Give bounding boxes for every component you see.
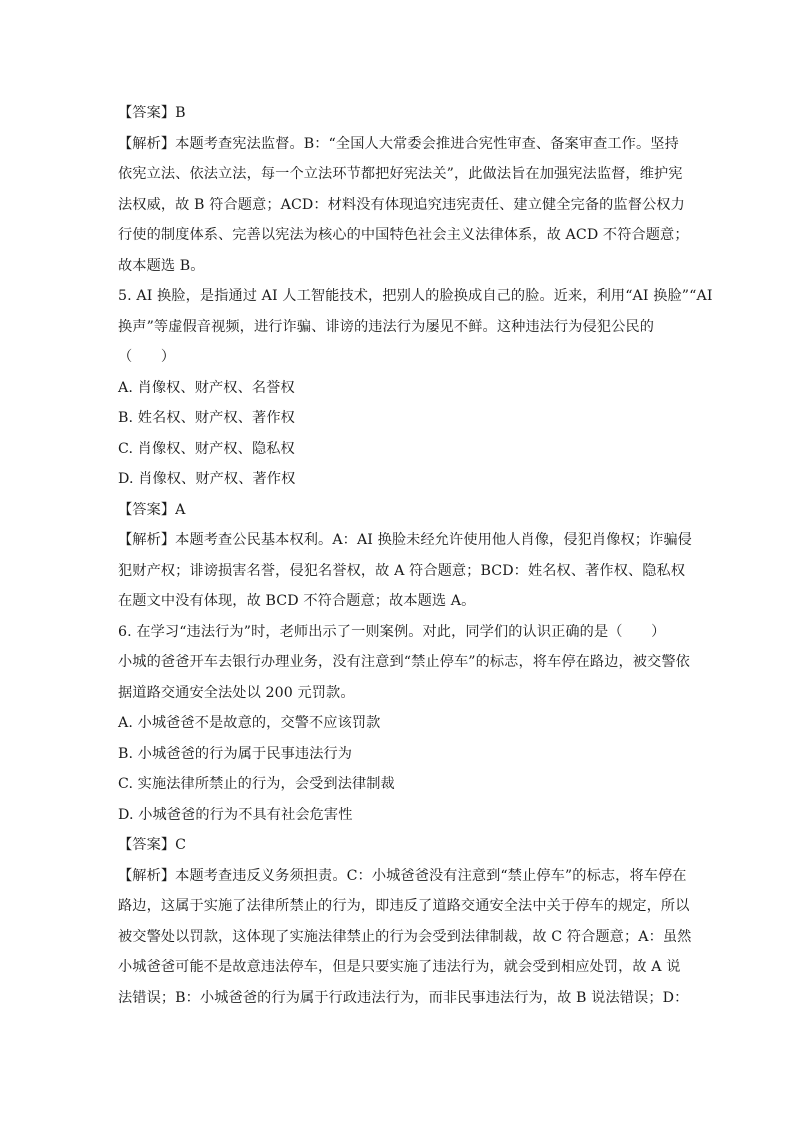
options-line: C. 肖像权、财产权、隐私权 [118,440,295,457]
analysis-line: 法权威，故 B 符合题意；ACD：材料没有体现追究违宪责任、建立健全完备的监督公权力 [118,196,685,213]
analysis-line: 依宪立法、依法立法，每一个立法环节都把好宪法关”，此做法旨在加强宪法监督，维护宪 [118,166,683,182]
options-line: D. 肖像权、财产权、著作权 [118,471,296,487]
options-block [118,708,686,830]
question-line: 换声”等虚假音视频，进行诈骗、诽谤的违法行为屡见不鲜。这种违法行为侵犯公民的 [118,318,654,335]
analysis-line: 法错误；B：小城爸爸的行为属于行政违法行为，而非民事违法行为，故 B 说法错误；D： [118,989,689,1006]
answer-block [118,830,686,861]
options-block [118,373,686,495]
question-line: 5. AI 换脸，是指通过 AI 人工智能技术，把别人的脸换成自己的脸。近来，利用“AI 换脸”“AI [118,288,713,304]
analysis-line: 小城爸爸可能不是故意违法停车，但是只要实施了违法行为，就会受到相应处罚，故 A 说 [118,959,681,975]
analysis-block [118,525,692,617]
answer-block [118,98,686,129]
question-line: 6. 在学习“违法行为”时，老师出示了一则案例。对此，同学们的认识正确的是（ ） [118,623,666,640]
analysis-line: 行使的制度体系、完善以宪法为核心的中国特色社会主义法律体系，故 ACD 不符合题意； [118,227,689,243]
options-line: A. 小城爸爸不是故意的，交警不应该罚款 [118,715,381,731]
answer-line: 【答案】C [118,837,187,853]
question-line: 据道路交通安全法处以 200 元罚款。 [118,684,355,701]
analysis-line: 被交警处以罚款，这体现了实施法律禁止的行为会受到法律制裁，故 C 符合题意；A：虽然 [118,928,692,945]
options-line: C. 实施法律所禁止的行为，会受到法律制裁 [118,776,395,792]
analysis-line: 路边，这属于实施了法律所禁止的行为，即违反了道路交通安全法中关于停车的规定，所以 [118,898,690,914]
analysis-line: 在题文中没有体现，故 BCD 不符合题意；故本题选 A。 [118,593,476,609]
analysis-line: 犯财产权；诽谤损害名誉，侵犯名誉权，故 A 符合题意；BCD：姓名权、著作权、隐私权 [118,562,686,579]
options-line: A. 肖像权、财产权、名誉权 [118,379,295,396]
options-line: B. 小城爸爸的行为属于民事违法行为 [118,745,353,762]
question-line: 小城的爸爸开车去银行办理业务，没有注意到“禁止停车”的标志，将车停在路边，被交警依 [118,654,690,670]
document-page [118,98,713,1013]
question-line: （ ） [118,349,176,365]
options-line: B. 姓名权、财产权、著作权 [118,410,295,426]
analysis-line: 【解析】本题考查公民基本权利。A：AI 换脸未经允许使用他人肖像，侵犯肖像权；诈骗侵 [118,532,692,548]
answer-block [118,495,686,526]
analysis-line: 【解析】本题考查宪法监督。B：“全国人大常委会推进合宪性审查、备案审查工作。坚持 [118,135,679,152]
analysis-line: 【解析】本题考查违反义务须担责。C：小城爸爸没有注意到“禁止停车”的标志，将车停在 [118,867,687,884]
options-line: D. 小城爸爸的行为不具有社会危害性 [118,806,353,823]
question-block [118,617,690,709]
answer-line: 【答案】A [118,501,186,518]
analysis-block [118,861,692,1014]
analysis-line: 故本题选 B。 [118,257,205,274]
answer-line: 【答案】B [118,105,186,121]
analysis-block [118,129,689,282]
question-block [118,281,713,373]
